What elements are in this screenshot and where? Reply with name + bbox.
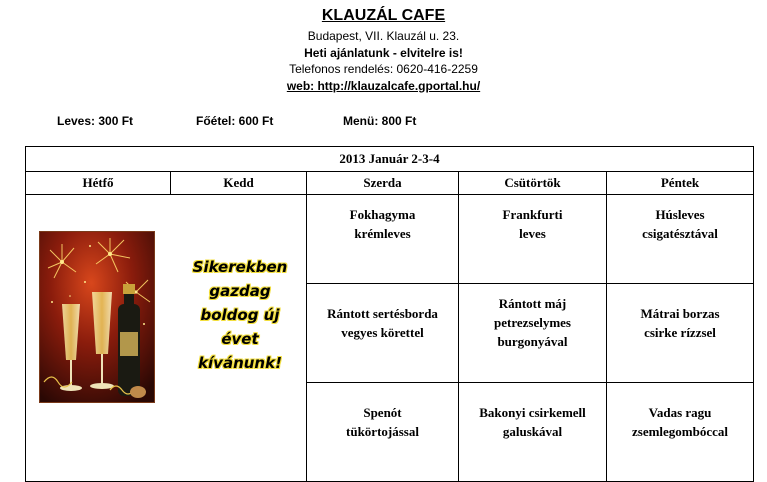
menu-item bbox=[459, 284, 607, 383]
soup-price: Leves: 300 Ft bbox=[57, 114, 134, 128]
menu-item bbox=[307, 284, 459, 383]
dish-line: krémleves bbox=[354, 226, 411, 241]
day-wednesday: Szerda bbox=[307, 172, 459, 195]
day-friday: Péntek bbox=[607, 172, 754, 195]
dish-line: tükörtojással bbox=[346, 424, 419, 439]
address: Budapest, VII. Klauzál u. 23. bbox=[307, 29, 460, 43]
header bbox=[0, 6, 767, 94]
dish-line: Rántott máj bbox=[498, 296, 567, 311]
main-course-price: Főétel: 600 Ft bbox=[196, 114, 274, 128]
menu-item bbox=[307, 195, 459, 284]
new-year-greeting bbox=[174, 255, 306, 375]
dish-line: vegyes körettel bbox=[341, 325, 424, 340]
day-monday: Hétfő bbox=[26, 172, 171, 195]
dish-line: Bakonyi csirkemell bbox=[479, 405, 586, 420]
greeting-line: kívánunk! bbox=[198, 354, 282, 372]
menu-item bbox=[607, 284, 754, 383]
menu-date: 2013 Január 2-3-4 bbox=[26, 147, 754, 172]
menu-item bbox=[607, 383, 754, 482]
dish-line: Spenót bbox=[363, 405, 402, 420]
dish-line: Frankfurti bbox=[502, 207, 563, 222]
champagne-image bbox=[39, 231, 155, 403]
menu-price: Menü: 800 Ft bbox=[343, 114, 417, 128]
phone: Telefonos rendelés: 0620-416-2259 bbox=[289, 62, 478, 76]
greeting-line: gazdag bbox=[209, 282, 271, 300]
greeting-cell bbox=[26, 195, 307, 482]
day-header-row bbox=[26, 172, 754, 195]
dish-line: galuskával bbox=[502, 424, 563, 439]
dish-line: Mátrai borzas bbox=[640, 306, 720, 321]
web-link[interactable]: web: http://klauzalcafe.gportal.hu/ bbox=[286, 78, 481, 93]
dish-line: Fokhagyma bbox=[349, 207, 416, 222]
greeting-line: boldog új bbox=[200, 306, 280, 324]
menu-item bbox=[607, 195, 754, 284]
dish-line: petrezselymes bbox=[493, 315, 571, 330]
weekly-offer: Heti ajánlatunk - elvitelre is! bbox=[304, 45, 463, 60]
cafe-title: KLAUZÁL CAFE bbox=[321, 7, 446, 24]
greeting-line: Sikerekben bbox=[192, 258, 288, 276]
dish-line: burgonyával bbox=[497, 334, 568, 349]
dish-line: Húsleves bbox=[655, 207, 705, 222]
menu-item bbox=[459, 383, 607, 482]
greeting-line: évet bbox=[221, 330, 259, 348]
day-tuesday: Kedd bbox=[171, 172, 307, 195]
dish-line: Rántott sertésborda bbox=[327, 306, 438, 321]
day-thursday: Csütörtök bbox=[459, 172, 607, 195]
menu-item bbox=[459, 195, 607, 284]
menu-item bbox=[307, 383, 459, 482]
dish-line: zsemlegombóccal bbox=[631, 424, 729, 439]
dish-line: csirke rízzsel bbox=[644, 325, 716, 340]
dish-line: csigatésztával bbox=[642, 226, 718, 241]
dish-line: leves bbox=[519, 226, 546, 241]
weekly-menu-table bbox=[25, 146, 754, 482]
dish-line: Vadas ragu bbox=[648, 405, 712, 420]
